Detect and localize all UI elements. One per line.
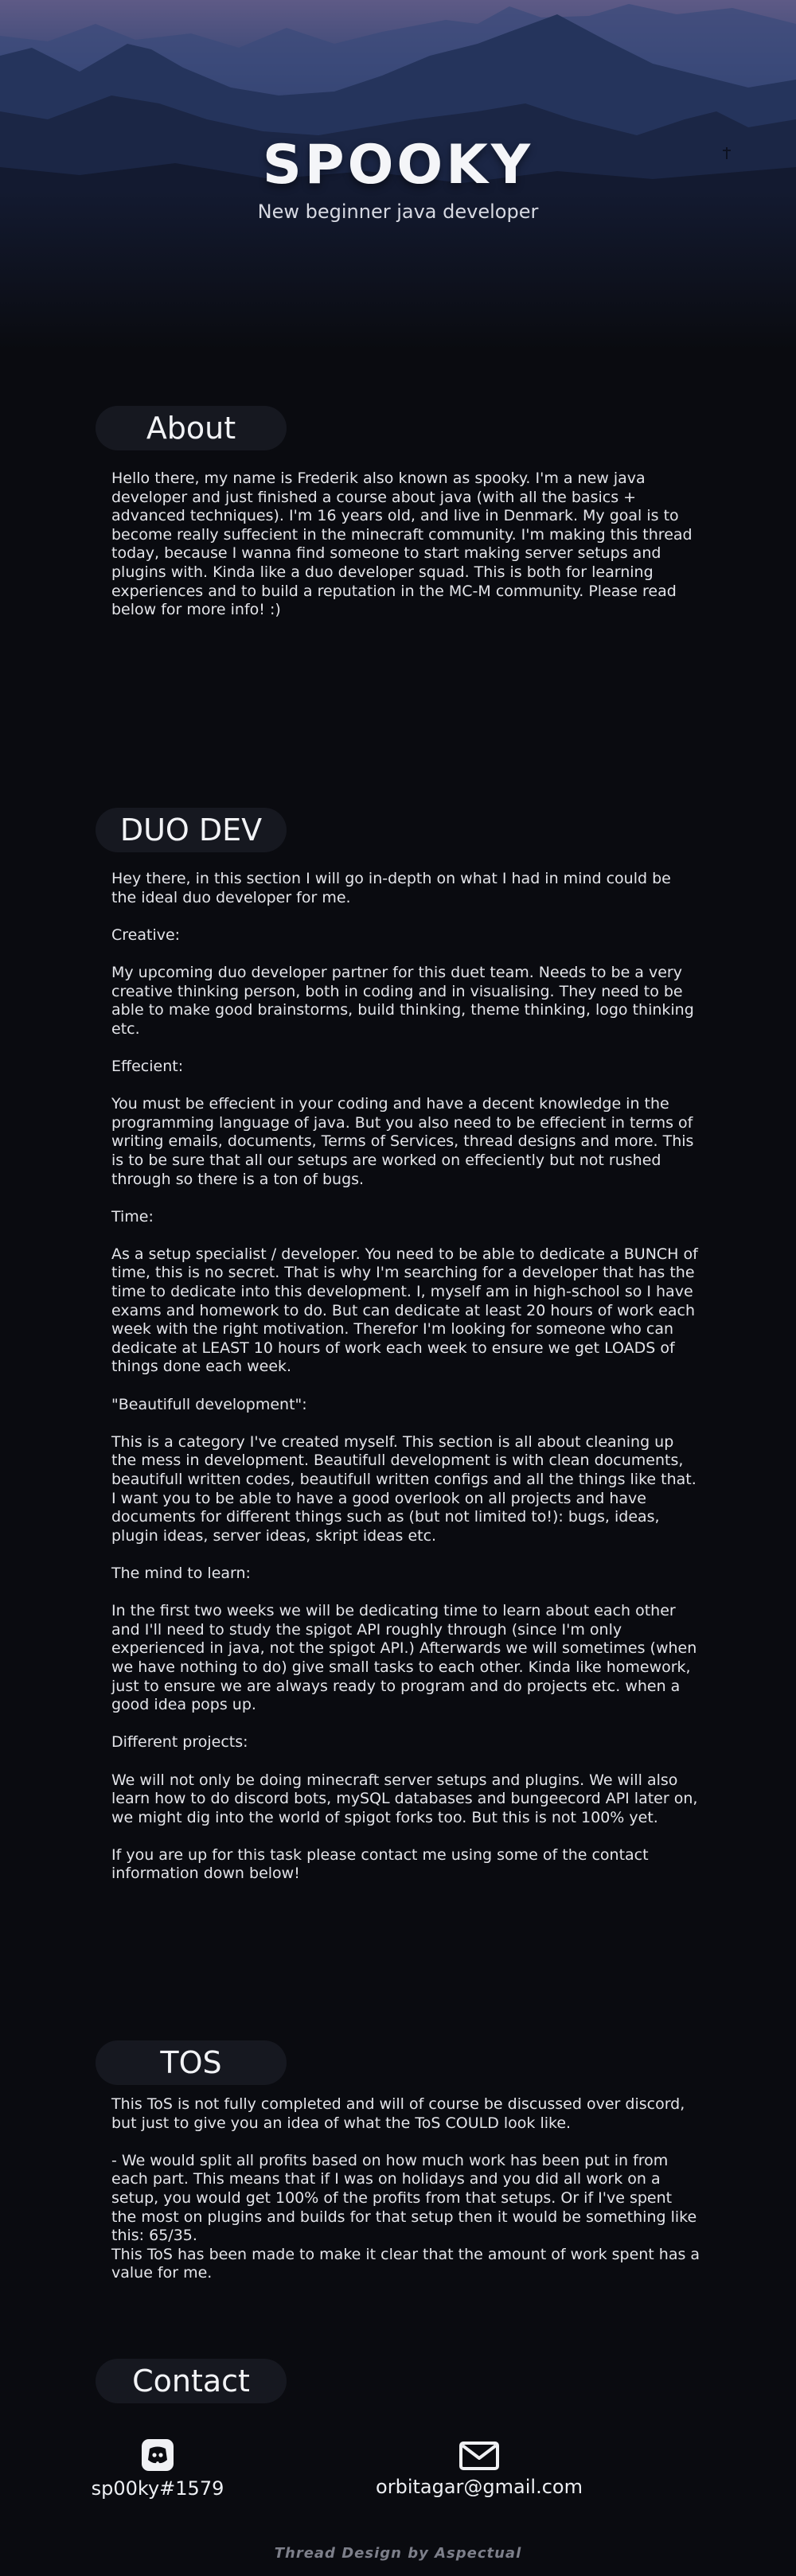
page-subtitle: New beginner java developer — [257, 201, 539, 223]
about-text: Hello there, my name is Frederik also known as spooky. I'm a new java developer and just finished a course about java (with all the basics + advanced techniques). I'm 16 years old, and live in Denmark. My goal is to become really suffecient in the minecraft community. I'm making this thread today, because I wanna find someone to start making server setups and plugins with. Kinda like a duo developer squad. This is both for learning experiences and to build a reputation in the MC-M community. Please read below for more info! :) — [111, 470, 697, 619]
duo-dev-text: Hey there, in this section I will go in-depth on what I had in mind could be the ideal duo developer for me. Creative: My upcoming duo developer partner for this duet team. Needs to be a very creative thinking person, both in coding and in visualising. They need to be able to make good brainstorms, build thinking, theme thinking, logo thinking etc. Effecient: You must be effecient in your coding and have a decent knowledge in the programming language of java. But you also need to be effecient in terms of writing emails, documents, Terms of Services, thread designs and more. This is to be sure that all our setups are worked on effeciently but not rushed through so there is a ton of bugs. Time: As a setup specialist / developer. You need to be able to dedicate a BUNCH of time, this is no secret. That is why I'm searching for a developer that has the time to dedicate into this development. I, myself am in high-school so I have exams and homework to do. But can dedicate at least 20 hours of work each week with the right motivation. Therefor I'm looking for someone who can dedicate at LEAST 10 hours of work each week to ensure we get LOADS of things done each week. "Beautifull development": This is a category I've created myself. This section is all about cleaning up the mess in development. Beautifull development is with clean documents, beautifull written codes, beautifull written configs and all the things like that. I want you to be able to have a good overlook on all projects and have documents for different things such as (but not limited to!): bugs, ideas, plugin ideas, server ideas, skript ideas etc. The mind to learn: In the first two weeks we will be dedicating time to learn about each other and I'll need to study the spigot API roughly through (since I'm only experienced in java, not the spigot API.) Afterwards we will sometimes (when we have nothing to do) give small tasks to each other. Kinda like homework, just to ensure we are always ready to program and do projects etc. when a good idea pops up. Different projects: We will not only be doing minecraft server setups and plugins. We will also learn how to do discord bots, mySQL databases and bungeecord API later on, we might dig into the world of spigot forks too. But this is not 100% yet. If you are up for this task please contact me using some of the contact information down below! — [111, 870, 698, 1883]
email-address: orbitagar@gmail.com — [376, 2476, 583, 2498]
about-heading: About — [96, 406, 287, 450]
discord-icon — [140, 2438, 175, 2473]
email-contact[interactable] — [368, 2441, 591, 2498]
duo-dev-heading: DUO DEV — [96, 808, 287, 852]
page-title: SPOOKY — [262, 134, 534, 197]
mail-icon — [458, 2441, 500, 2471]
discord-contact[interactable] — [78, 2438, 237, 2500]
tos-heading: TOS — [96, 2040, 287, 2085]
discord-handle: sp00ky#1579 — [91, 2477, 224, 2500]
thread-design-credit: Thread Design by Aspectual — [274, 2545, 522, 2562]
tos-text: This ToS is not fully completed and will of course be discussed over discord, but just to give you an idea of what the ToS COULD look like. - We would split all profits based on how much work has been put in from each part. This means that if I was on holidays and you did all work on a setup, you would get 100% of the profits from that setups. Or if I've spent the most on plugins and builds for that setup then it would be something like this: 65/35. This ToS has been made to make it clear that the amount of work spent has a value for me. — [111, 2095, 700, 2282]
hero-banner — [0, 0, 796, 350]
contact-heading: Contact — [96, 2359, 287, 2403]
